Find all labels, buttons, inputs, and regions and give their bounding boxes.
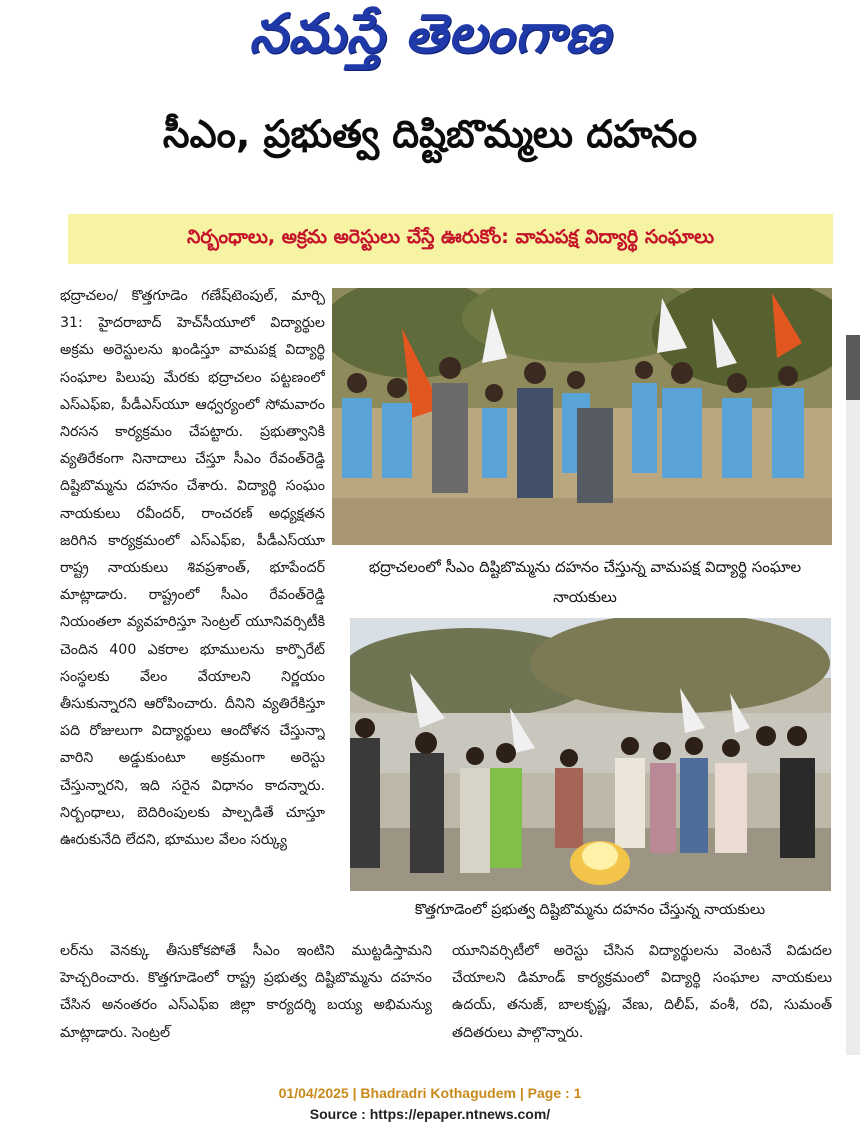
protest-photo-bhadrachalam-image xyxy=(332,288,832,545)
masthead-logo-text: నమస్తే తెలంగాణ xyxy=(249,1,611,65)
page-footer xyxy=(0,1083,860,1125)
scrollbar-thumb[interactable] xyxy=(846,335,860,400)
subheadline: నిర్బంధాలు, అక్రమ అరెస్టులు చేస్తే ఊరుకోం: వామపక్ష విద్యార్థి సంఘాలు xyxy=(186,225,715,248)
photo1-caption: భద్రాచలంలో సీఎం దిష్టిబొమ్మను దహనం చేస్తున్న వామపక్ష విద్యార్థి సంఘాల నాయకులు xyxy=(368,558,802,606)
article-column-left: భద్రాచలం/ కొత్తగూడెం గణేష్‌టెంపుల్, మార్చి 31: హైదరాబాద్ హెచ్‌సీయూలో విద్యార్థుల అక్రమ అరెస్టులను ఖండిస్తూ వామపక్ష విద్యార్థి సంఘాల పిలుపు మేరకు భద్రాచలం పట్టణంలో ఎస్‌ఎఫ్‌ఐ, పీడీఎస్‌యూ ఆధ్వర్యంలో సోమవారం నిరసన కార్యక్రమం చేపట్టారు. ప్రభుత్వానికి వ్యతిరేకంగా నినాదాలు చేస్తూ సీఎం రేవంత్‌రెడ్డి దిష్టిబొమ్మను దహనం చేశారు. విద్యార్థి సంఘం నాయకులు రవీందర్, రాంచరణ్ అధ్యక్షతన జరిగిన కార్యక్రమంలో ఎస్‌ఎఫ్‌ఐ, పీడీఎస్‌యూ రాష్ట్ర నాయకులు శివప్రశాంత్, భూపేందర్ మాట్లాడారు. రాష్ట్రంలో సీఎం రేవంత్‌రెడ్డి నియంతలా వ్యవహరిస్తూ సెంట్రల్ యూనివర్సిటీకి చెందిన 400 ఎకరాల భూములను కార్పొరేట్ సంస్థలకు వేలం వేయాలని నిర్ణయం తీసుకున్నారని ఆరోపించారు. దీనిని వ్యతిరేకిస్తూ పది రోజులుగా విద్యార్థులు ఆందోళన చేస్తున్నా వారిని అడ్డుకుంటూ అక్రమంగా అరెస్టు చేస్తున్నారని, ఇది సరైన విధానం కాదన్నారు. నిర్బంధాలు, బెదిరింపులకు పాల్పడితే చూస్తూ ఊరుకునేది లేదని, భూముల వేలం సర్క్యు xyxy=(60,288,325,849)
protest-photo-kothagudem-image xyxy=(350,618,831,891)
scrollbar-track[interactable] xyxy=(846,335,860,1055)
photo2-caption: కొత్తగూడెంలో ప్రభుత్వ దిష్టిబొమ్మను దహనం చేస్తున్న నాయకులు xyxy=(414,902,766,918)
article-column-bottom-right: యూనివర్సిటీలో అరెస్టు చేసిన విద్యార్థులను వెంటనే విడుదల చేయాలని డిమాండ్ కార్యక్రమంలో విద్యార్థి సంఘాల నాయకులు ఉదయ్, తనుజ్, బాలకృష్ణ, వేణు, దిలీప్, వంశీ, రవి, సుమంత్ తదితరులు పాల్గొన్నారు. xyxy=(452,943,832,1041)
masthead xyxy=(0,0,860,80)
article-column-bottom-left: లర్‌ను వెనక్కు తీసుకోకపోతే సీఎం ఇంటిని ముట్టడిస్తామని హెచ్చరించారు. కొత్తగూడెంలో రాష్ట్ర ప్రభుత్వ దిష్టిబొమ్మను దహనం చేసిన అనంతరం ఎస్‌ఎఫ్‌ఐ జిల్లా కార్యదర్శి బయ్య అభిమన్యు మాట్లాడారు. సెంట్రల్ xyxy=(60,943,432,1041)
protest-photo-kothagudem xyxy=(350,618,831,891)
footer-date-edition: 01/04/2025 | Bhadradri Kothagudem | Page : 1 xyxy=(278,1085,582,1101)
footer-source: Source : https://epaper.ntnews.com/ xyxy=(309,1106,551,1122)
subheadline-banner xyxy=(68,214,833,264)
protest-photo-bhadrachalam xyxy=(332,288,832,545)
headline: సీఎం, ప్రభుత్వ దిష్టిబొమ్మలు దహనం xyxy=(162,112,698,156)
